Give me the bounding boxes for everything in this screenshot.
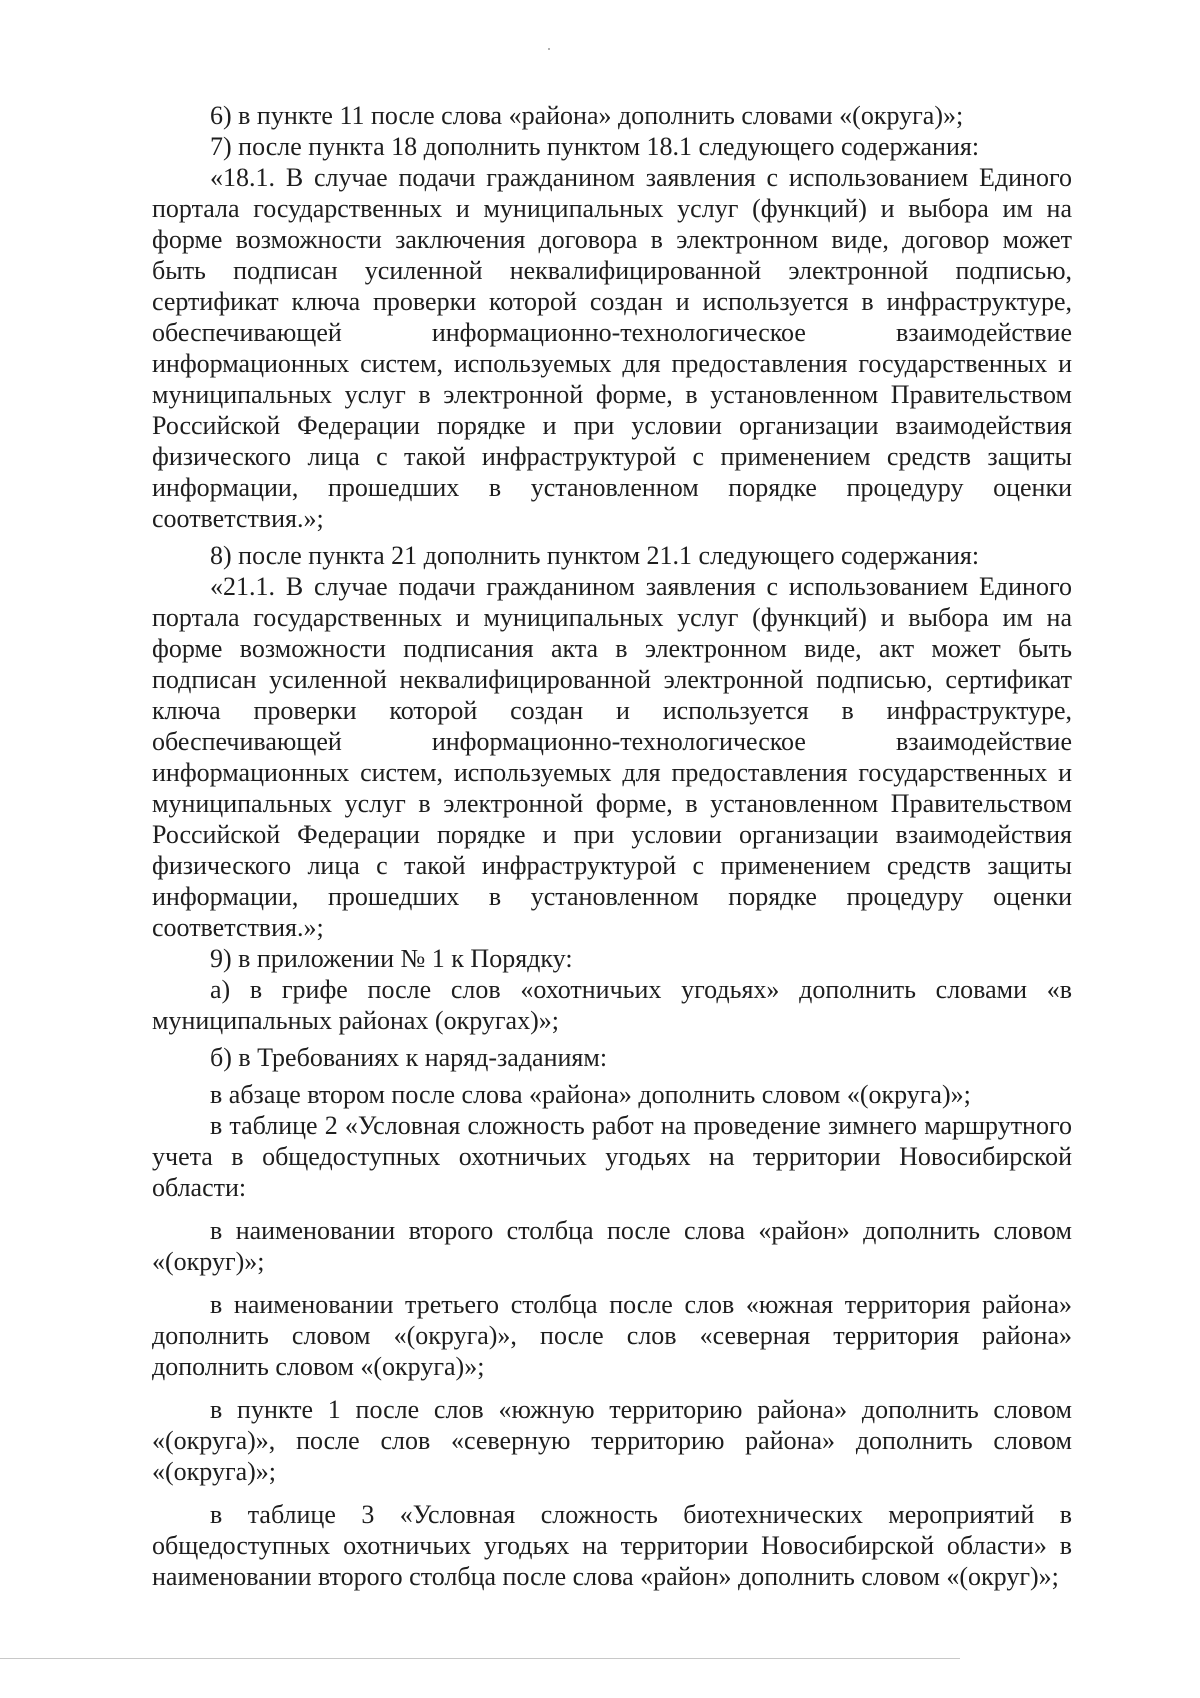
paragraph-quote-21-1: «21.1. В случае подачи гражданином заявления с использованием Единого портала государственных и муниципальных услуг (функций) и выбора им на форме возможности подписания акта в электронном виде, акт может быть подписан усиленной неквалифицированной электронной подписью, сертификат ключа проверки которой создан и используется в инфраструктуре, обеспечивающей информационно-технологическое взаимодействие информационных систем, используемых для предоставления государственных и муниципальных услуг в электронной форме, в установленном Правительством Российской Федерации порядке и при условии организации взаимодействия физического лица с такой инфраструктурой с применением средств защиты информации, прошедших в установленном порядке процедуру оценки соответствия.»; <box>152 572 1072 942</box>
paragraph-table-2: в таблице 2 «Условная сложность работ на проведение зимнего маршрутного учета в общедоступных охотничьих угодьях на территории Новосибирской области: <box>152 1111 1072 1202</box>
paragraph-item-7: 7) после пункта 18 дополнить пунктом 18.1 следующего содержания: <box>210 132 980 161</box>
paragraph-quote-18-1: «18.1. В случае подачи гражданином заявления с использованием Единого портала государственных и муниципальных услуг (функций) и выбора им на форме возможности заключения договора в электронном виде, договор может быть подписан усиленной неквалифицированной электронной подписью, сертификат ключа проверки которой создан и используется в инфраструктуре, обеспечивающей информационно-технологическое взаимодействие информационных систем, используемых для предоставления государственных и муниципальных услуг в электронной форме, в установленном Правительством Российской Федерации порядке и при условии организации взаимодействия физического лица с такой инфраструктурой с применением средств защиты информации, прошедших в установленном порядке процедуру оценки соответствия.»; <box>152 163 1072 533</box>
paragraph-item-6: 6) в пункте 11 после слова «района» дополнить словами «(округа)»; <box>210 101 964 130</box>
paragraph-point-1: в пункте 1 после слов «южную территорию района» дополнить словом «(округа)», после слов «северную территорию района» дополнить словом «(округа)»; <box>152 1395 1072 1486</box>
paragraph-abzac-second: в абзаце втором после слова «района» дополнить словом «(округа)»; <box>210 1080 971 1109</box>
paragraph-column-3: в наименовании третьего столбца после слов «южная территория района» дополнить словом «(округа)», после слов «северная территория района» дополнить словом «(округа)»; <box>152 1290 1072 1381</box>
paragraph-item-9: 9) в приложении № 1 к Порядку: <box>210 944 573 973</box>
paragraph-subitem-a: а) в грифе после слов «охотничьих угодьях» дополнить словами «в муниципальных районах (округах)»; <box>152 975 1072 1035</box>
paragraph-subitem-b: б) в Требованиях к наряд-заданиям: <box>210 1043 608 1072</box>
scan-edge-line <box>0 1658 960 1659</box>
paragraph-column-2: в наименовании второго столбца после слова «район» дополнить словом «(округ)»; <box>152 1216 1072 1276</box>
paragraph-table-3: в таблице 3 «Условная сложность биотехнических мероприятий в общедоступных охотничьих угодьях на территории Новосибирской области» в наименовании второго столбца после слова «район» дополнить словом «(округ)»; <box>152 1500 1072 1591</box>
scan-speck <box>548 48 550 50</box>
document-body <box>152 100 1072 1592</box>
paragraph-item-8: 8) после пункта 21 дополнить пунктом 21.1 следующего содержания: <box>210 541 980 570</box>
